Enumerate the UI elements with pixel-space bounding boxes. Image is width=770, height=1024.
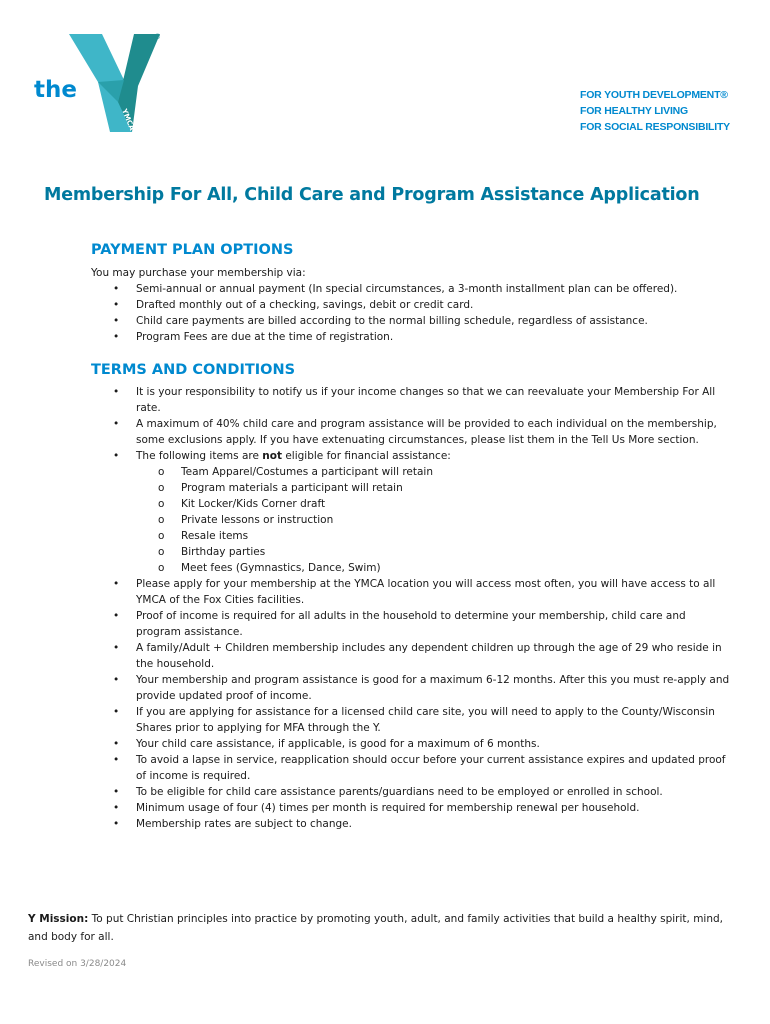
payment-heading: PAYMENT PLAN OPTIONS <box>91 242 294 258</box>
logo-ymca-text: YMCA <box>120 107 137 132</box>
list-item: • Minimum usage of four (4) times per month is required for membership renewal per household. <box>113 802 640 814</box>
mission-text: To put Christian principles into practice by promoting youth, adult, and family activities that build a healthy spirit, mind, and body for all. <box>28 913 724 943</box>
list-item: • To be eligible for child care assistance parents/guardians need to be employed or enrolled in school. <box>113 786 663 798</box>
sub-list-item: o Birthday parties <box>158 546 266 558</box>
taglines <box>580 87 730 135</box>
terms-list <box>91 384 731 832</box>
revised-date: Revised on 3/28/2024 <box>28 959 127 969</box>
sub-list-item: o Private lessons or instruction <box>158 514 334 526</box>
tagline-social-responsibility: FOR SOCIAL RESPONSIBILITY <box>580 121 730 133</box>
sub-list-item: o Team Apparel/Costumes a participant will retain <box>158 466 433 478</box>
sub-list-item: o Program materials a participant will retain <box>158 482 403 494</box>
list-item: • Child care payments are billed according to the normal billing schedule, regardless of assistance. <box>113 315 648 327</box>
list-item: • If you are applying for assistance for a licensed child care site, you will need to apply to the County/Wisconsin Shares prior to applying for MFA through the Y. <box>113 706 715 734</box>
logo-reg-mark: ® <box>154 33 161 41</box>
ymca-logo <box>34 32 184 132</box>
payment-intro: You may purchase your membership via: <box>91 267 306 279</box>
terms-heading: TERMS AND CONDITIONS <box>91 362 296 378</box>
list-item: • A maximum of 40% child care and program assistance will be provided to each individual on the membership, some exclusions apply. If you have extenuating circumstances, please list them in the Tell Us More section. <box>113 418 717 446</box>
logo-the-text: the <box>34 77 77 103</box>
ineligible-items-list <box>136 464 731 576</box>
list-item: • To avoid a lapse in service, reapplication should occur before your current assistance expires and updated proof of income is required. <box>113 754 726 782</box>
y-mission <box>28 910 728 946</box>
tagline-healthy-living: FOR HEALTHY LIVING <box>580 105 689 117</box>
list-item: • Proof of income is required for all adults in the household to determine your membership, child care and program assistance. <box>113 610 686 638</box>
payment-list <box>91 281 731 345</box>
sub-list-item: o Meet fees (Gymnastics, Dance, Swim) <box>158 562 381 574</box>
list-item: • The following items are not eligible for financial assistance: o Team Apparel/Costumes a participant will retain o Program materials a participant will retain o Kit Locker/Kids Corner draft o Private lessons or instruction o Resale items o Birthday parties o Meet fees (Gymnastics, Dance, Swim) <box>91 448 731 576</box>
list-item: • Program Fees are due at the time of registration. <box>113 331 394 343</box>
list-item: • Semi-annual or annual payment (In special circumstances, a 3-month installment plan can be offered). <box>113 283 678 295</box>
ymca-logo-graphic <box>34 32 184 132</box>
list-item: • A family/Adult + Children membership includes any dependent children up through the age of 29 who reside in the household. <box>113 642 722 670</box>
list-item: • Your child care assistance, if applicable, is good for a maximum of 6 months. <box>113 738 540 750</box>
mission-label: Y Mission: <box>28 913 89 925</box>
list-item: • Your membership and program assistance is good for a maximum 6-12 months. After this you must re-apply and provide updated proof of income. <box>113 674 730 702</box>
list-item: • Membership rates are subject to change. <box>113 818 352 830</box>
list-item: • Please apply for your membership at the YMCA location you will access most often, you will have access to all YMCA of the Fox Cities facilities. <box>113 578 716 606</box>
tagline-youth-development: FOR YOUTH DEVELOPMENT® <box>580 89 728 101</box>
list-item: • Drafted monthly out of a checking, savings, debit or credit card. <box>113 299 474 311</box>
page-title: Membership For All, Child Care and Program Assistance Application <box>44 185 700 205</box>
list-item: • It is your responsibility to notify us if your income changes so that we can reevaluate your Membership For All rate. <box>113 386 716 414</box>
sub-list-item: o Resale items <box>158 530 249 542</box>
sub-list-item: o Kit Locker/Kids Corner draft <box>158 498 326 510</box>
